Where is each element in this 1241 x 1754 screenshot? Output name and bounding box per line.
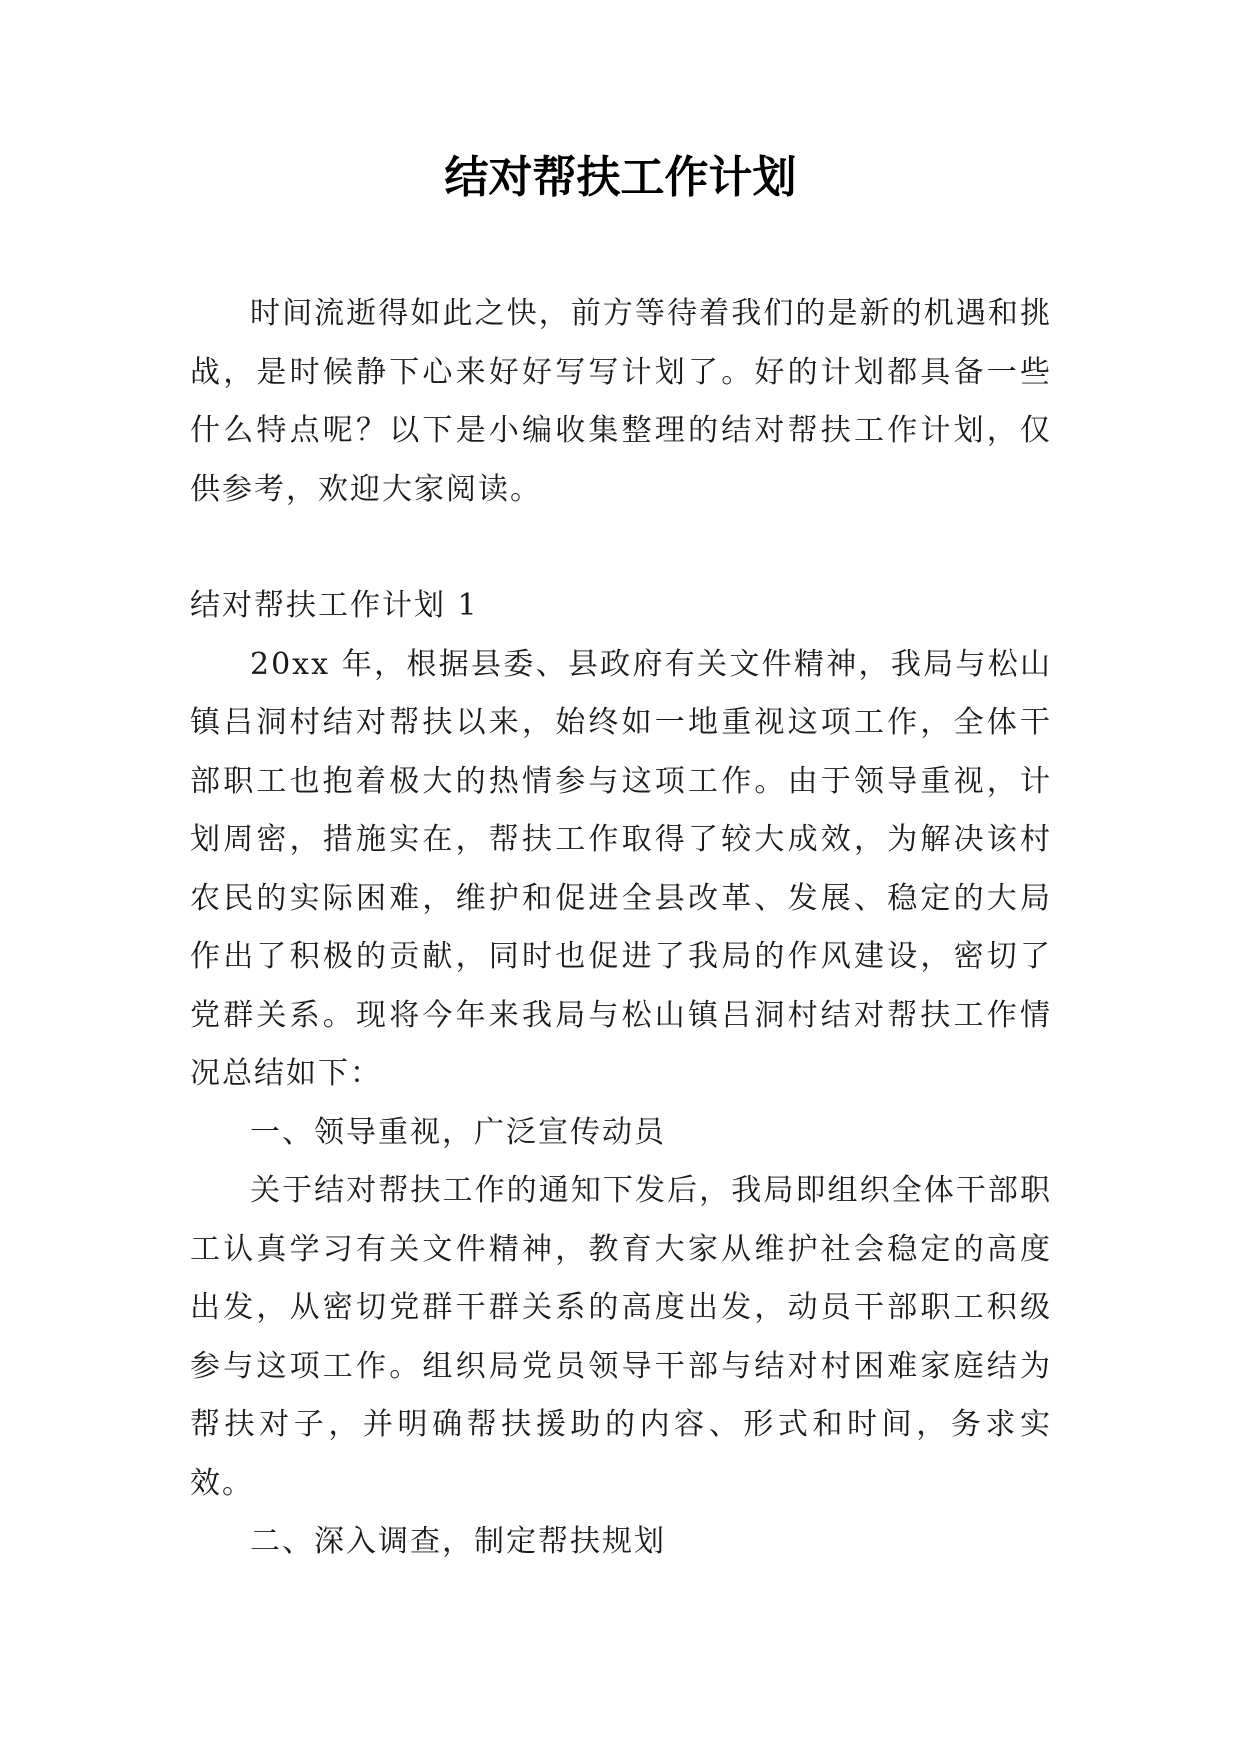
body-paragraph: 关于结对帮扶工作的通知下发后，我局即组织全体干部职工认真学习有关文件精神，教育大家从维护社会稳定的高度出发，从密切党群干群关系的高度出发，动员干部职工积级参与这项工作。组织局党员领导干部与结对村困难家庭结为帮扶对子，并明确帮扶援助的内容、形式和时间，务求实效。 [190,1173,1052,1501]
subheading-paragraph: 二、深入调查，制定帮扶规划 [250,1524,666,1559]
document-body [190,285,1052,1572]
body-paragraph: 20xx 年，根据县委、县政府有关文件精神，我局与松山镇吕洞村结对帮扶以来，始终如一地重视这项工作，全体干部职工也抱着极大的热情参与这项工作。由于领导重视，计划周密，措施实在，帮扶工作取得了较大成效，为解决该村农民的实际困难，维护和促进全县改革、发展、稳定的大局作出了积极的贡献，同时也促进了我局的作风建设，密切了党群关系。现将今年来我局与松山镇吕洞村结对帮扶工作情况总结如下： [190,646,1052,1091]
subheading-paragraph: 一、领导重视，广泛宣传动员 [250,1114,666,1150]
document-title: 结对帮扶工作计划 [444,152,797,203]
paragraph-spacer [190,519,1052,577]
section-heading: 结对帮扶工作计划 1 [190,588,479,623]
intro-paragraph: 时间流逝得如此之快，前方等待着我们的是新的机遇和挑战，是时候静下心来好好写写计划了。好的计划都具备一些什么特点呢？以下是小编收集整理的结对帮扶工作计划，仅供参考，欢迎大家阅读。 [190,296,1052,507]
